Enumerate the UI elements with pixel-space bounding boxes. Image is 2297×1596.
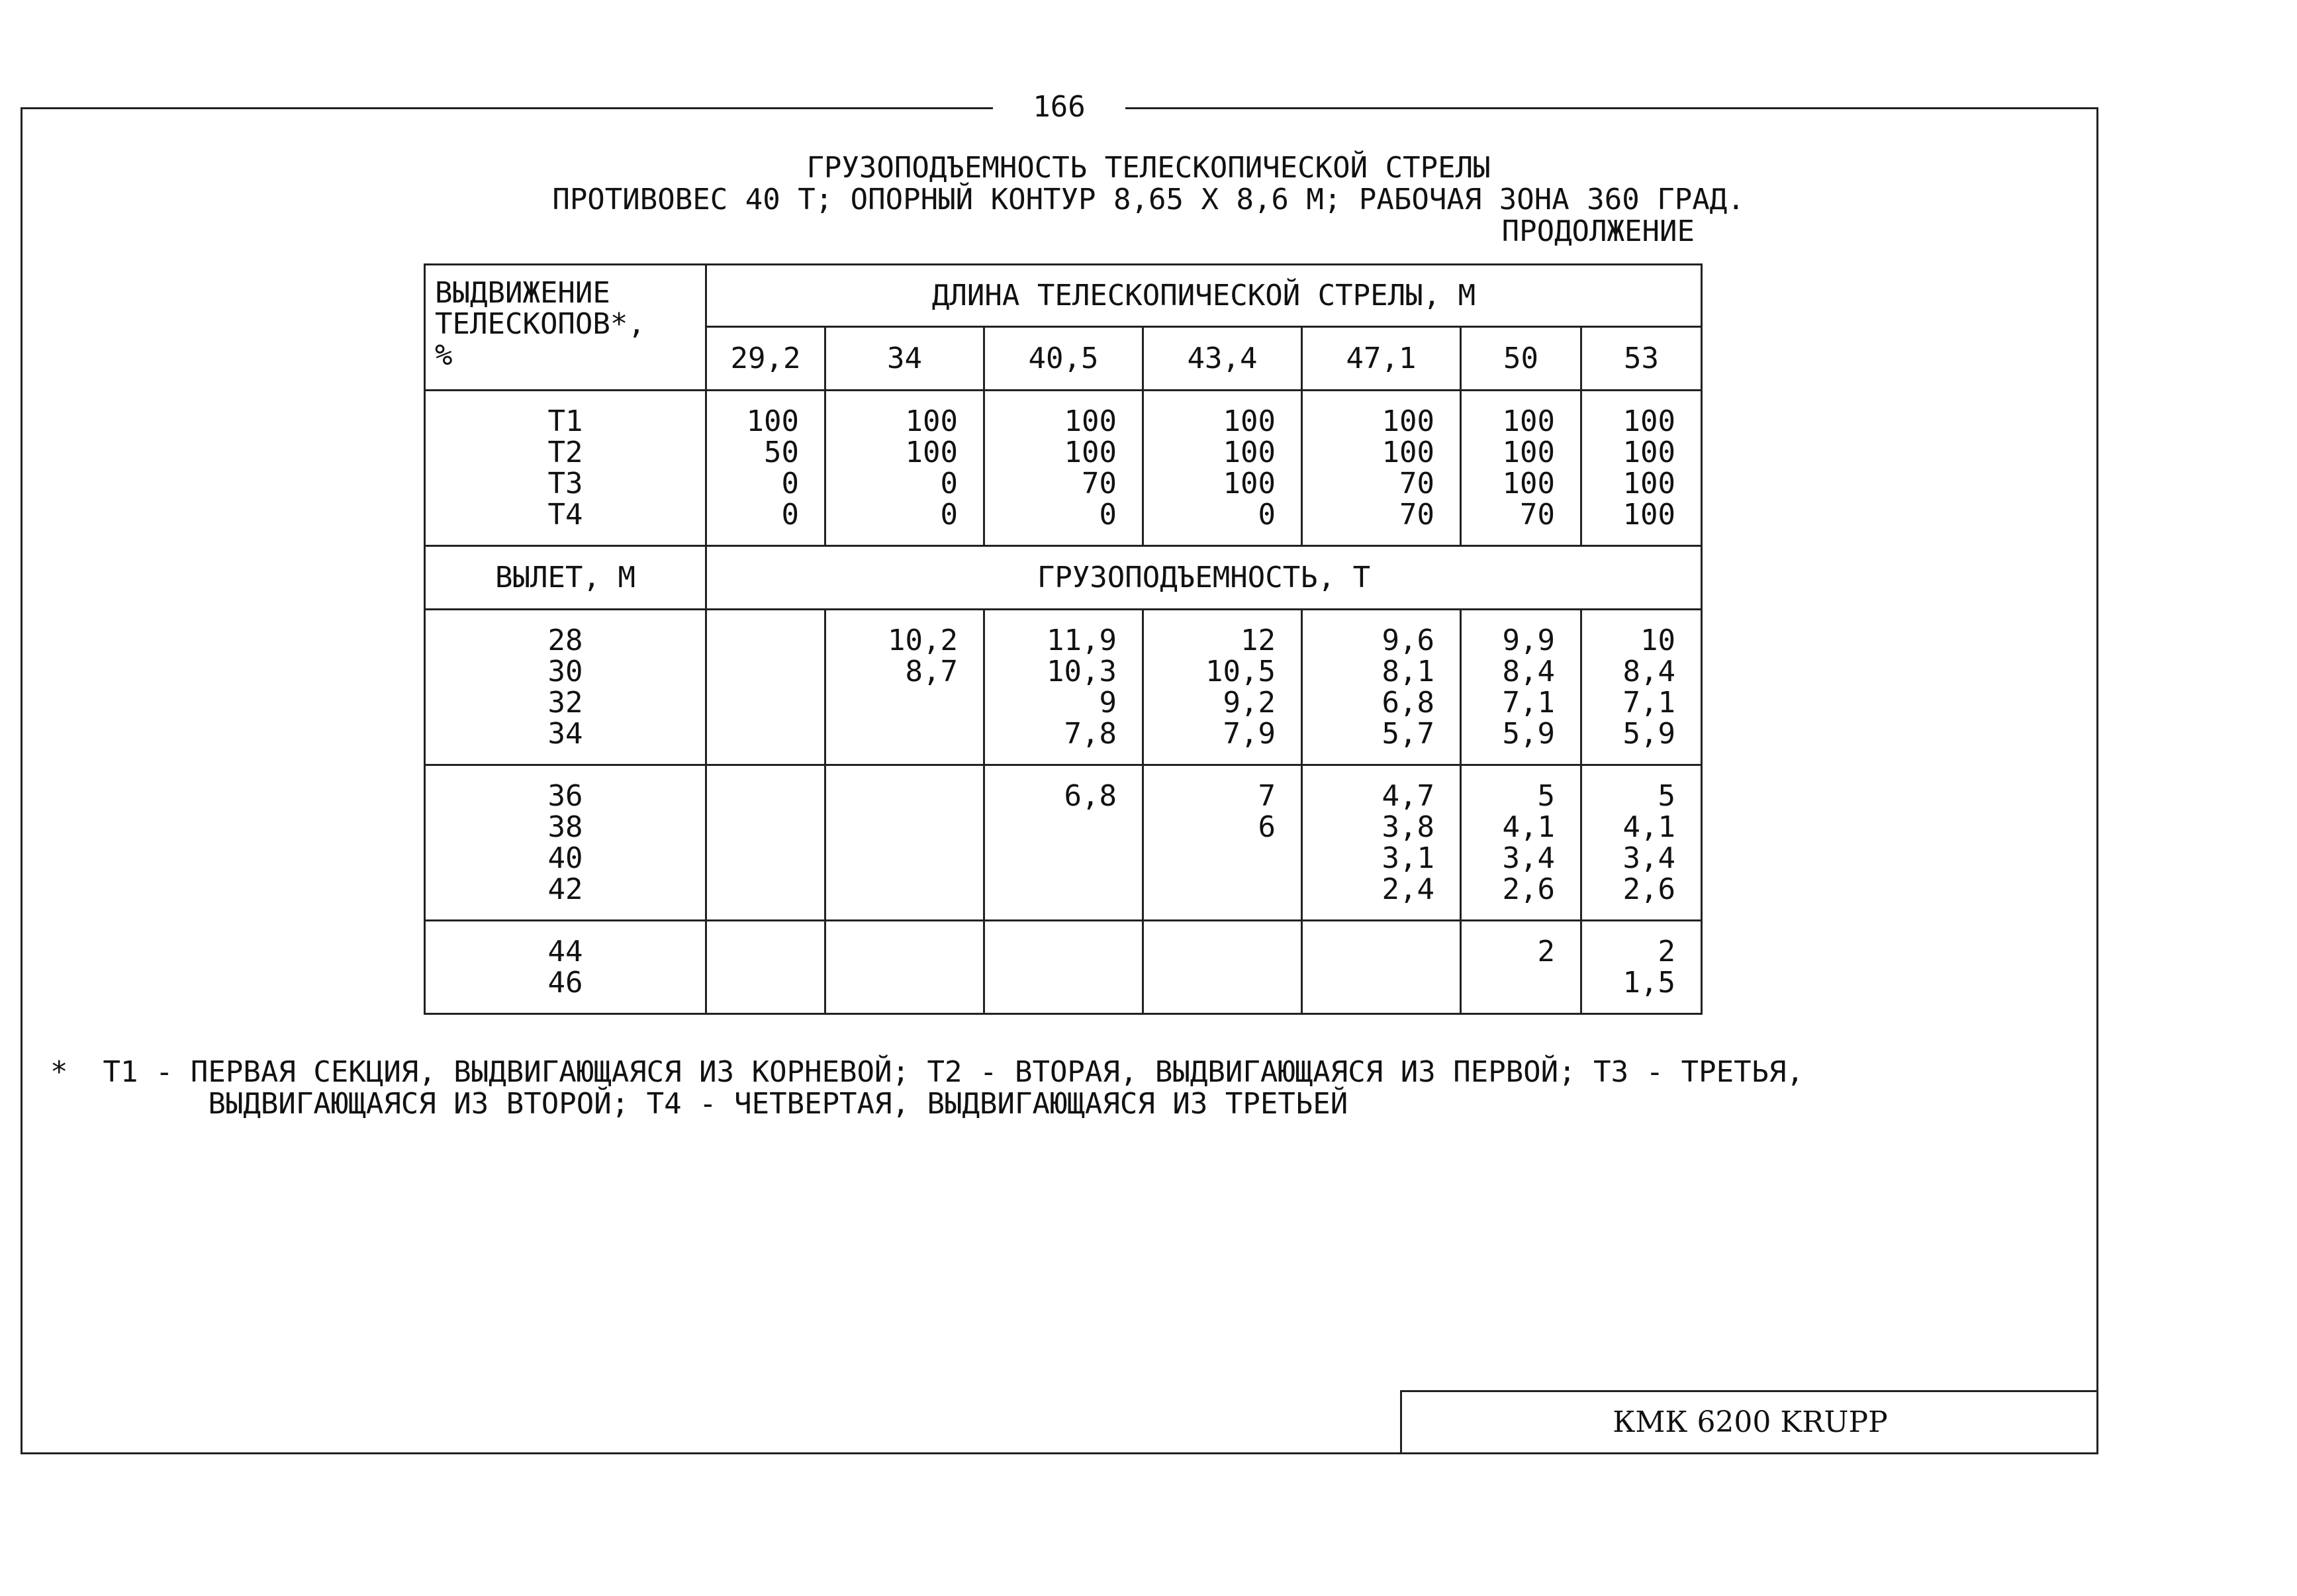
table-value: 7 [1258, 779, 1276, 813]
table-value: 100 [1064, 404, 1117, 438]
table-value: 8,7 [905, 655, 958, 688]
boom-length-cell: 34 [825, 327, 984, 391]
table-value: 8,1 [1382, 655, 1434, 688]
radius-cell [425, 921, 706, 1014]
table-value: 100 [905, 404, 958, 438]
radius-cell [425, 610, 706, 765]
table-value: 3,8 [1382, 810, 1434, 844]
capacity-cell [1143, 610, 1302, 765]
telescope-values-cell [984, 391, 1143, 546]
table-value [985, 843, 1117, 874]
table-value: 0 [1099, 498, 1117, 532]
table-value: 8,4 [1502, 655, 1555, 688]
table-value: 50 [764, 436, 799, 469]
capacity-cell [1302, 610, 1461, 765]
table-value: 10 [1640, 624, 1675, 657]
capacity-block [425, 610, 1702, 765]
capacity-cell [1461, 610, 1581, 765]
table-value: 2,6 [1622, 872, 1675, 906]
table-value: 100 [1223, 436, 1276, 469]
table-value: 70 [1520, 498, 1555, 532]
table-value: 6,8 [1064, 779, 1117, 813]
continuation-label: ПРОДОЛЖЕНИЕ [1501, 214, 1695, 248]
table-value [826, 936, 958, 967]
table-value: 0 [1258, 498, 1276, 532]
capacity-block [425, 921, 1702, 1014]
table-value [826, 718, 958, 749]
capacity-cell [1581, 610, 1702, 765]
table-value [1462, 967, 1555, 998]
capacity-cell [706, 610, 825, 765]
table-value: 34 [547, 717, 583, 751]
capacity-cell [984, 921, 1143, 1014]
table-value: 100 [905, 436, 958, 469]
table-value: 7,1 [1502, 686, 1555, 720]
boom-length-header: ДЛИНА ТЕЛЕСКОПИЧЕСКОЙ СТРЕЛЫ, М [706, 265, 1702, 327]
page-number: 166 [993, 87, 1125, 127]
table-value [1303, 936, 1434, 967]
table-value: 1,5 [1622, 966, 1675, 1000]
table-value: 5,9 [1502, 717, 1555, 751]
corner-header-line: ТЕЛЕСКОПОВ*, [435, 307, 645, 341]
table-value: Т4 [547, 498, 583, 532]
table-value [985, 812, 1117, 843]
table-value: 36 [547, 779, 583, 813]
table-value [1144, 843, 1276, 874]
table-value [826, 780, 958, 812]
table-value: 70 [1399, 467, 1434, 500]
table-value: 100 [1502, 436, 1555, 469]
table-value: 7,1 [1622, 686, 1675, 720]
title-block-stamp: КМК 6200 KRUPP [1400, 1390, 2098, 1454]
table-value [985, 936, 1117, 967]
table-value [707, 687, 799, 718]
footnote [50, 1056, 1804, 1120]
table-value: 42 [547, 872, 583, 906]
table-value: 46 [547, 966, 583, 1000]
table-value: 7,8 [1064, 717, 1117, 751]
table-value: 100 [1622, 467, 1675, 500]
table-value: 100 [1223, 404, 1276, 438]
capacity-cell [825, 765, 984, 921]
table-value: 0 [781, 467, 799, 500]
capacity-cell [1581, 921, 1702, 1014]
footnote-line: * Т1 - ПЕРВАЯ СЕКЦИЯ, ВЫДВИГАЮЩАЯСЯ ИЗ КОРНЕВОЙ; Т2 - ВТОРАЯ, ВЫДВИГАЮЩАЯСЯ ИЗ ПЕРВОЙ; Т3 - ТРЕТЬЯ, [50, 1055, 1805, 1089]
table-value: Т2 [547, 436, 583, 469]
table-value [1144, 967, 1276, 998]
table-value: 0 [940, 467, 958, 500]
table-value: 0 [940, 498, 958, 532]
boom-length-cell: 50 [1461, 327, 1581, 391]
table-value: 3,4 [1622, 841, 1675, 875]
table-value [707, 656, 799, 687]
table-value: 9 [1099, 686, 1117, 720]
telescope-values-cell [1581, 391, 1702, 546]
table-value [826, 843, 958, 874]
radius-cell [425, 765, 706, 921]
table-value [707, 625, 799, 656]
telescope-extension-header [425, 265, 706, 391]
table-value [707, 874, 799, 905]
table-value [707, 812, 799, 843]
table-value: 100 [746, 404, 799, 438]
table-value: 8,4 [1622, 655, 1675, 688]
table-value: 6 [1258, 810, 1276, 844]
capacity-cell [1461, 765, 1581, 921]
table-value: 100 [1223, 467, 1276, 500]
telescope-values-cell [1302, 391, 1461, 546]
table-value [826, 874, 958, 905]
table-value: 70 [1082, 467, 1117, 500]
table-value [1144, 874, 1276, 905]
table-value: 44 [547, 935, 583, 968]
telescope-values-cell [706, 391, 825, 546]
table-value: 9,6 [1382, 624, 1434, 657]
boom-length-cell: 53 [1581, 327, 1702, 391]
table-value: 100 [1622, 498, 1675, 532]
capacity-cell [825, 921, 984, 1014]
table-value [826, 812, 958, 843]
table-value: 100 [1502, 467, 1555, 500]
document-title: ГРУЗОПОДЪЕМНОСТЬ ТЕЛЕСКОПИЧЕСКОЙ СТРЕЛЫ [806, 151, 1491, 185]
telescope-values-cell [825, 391, 984, 546]
table-value: 2 [1658, 935, 1675, 968]
table-value: 0 [781, 498, 799, 532]
boom-length-cell: 43,4 [1143, 327, 1302, 391]
table-value [707, 780, 799, 812]
table-value [1144, 936, 1276, 967]
table-value: Т1 [547, 404, 583, 438]
table-value: 2 [1537, 935, 1555, 968]
table-value: 100 [1382, 436, 1434, 469]
capacity-cell [706, 765, 825, 921]
table-value: 32 [547, 686, 583, 720]
capacity-block [425, 765, 1702, 921]
boom-length-cell: 40,5 [984, 327, 1143, 391]
capacity-cell [1302, 921, 1461, 1014]
table-value: 4,1 [1622, 810, 1675, 844]
capacity-cell [825, 610, 984, 765]
table-value [707, 718, 799, 749]
corner-header-line: % [435, 338, 453, 372]
telescope-values-cell [1143, 391, 1302, 546]
table-value: 5,9 [1622, 717, 1675, 751]
table-value: 6,8 [1382, 686, 1434, 720]
boom-length-cell: 47,1 [1302, 327, 1461, 391]
table-value: 100 [1622, 436, 1675, 469]
table-value [826, 967, 958, 998]
table-value: 10,3 [1047, 655, 1117, 688]
table-value: Т3 [547, 467, 583, 500]
table-value: 4,7 [1382, 779, 1434, 813]
footnote-line: ВЫДВИГАЮЩАЯСЯ ИЗ ВТОРОЙ; Т4 - ЧЕТВЕРТАЯ, ВЫДВИГАЮЩАЯСЯ ИЗ ТРЕТЬЕЙ [50, 1087, 1348, 1121]
capacity-cell [1143, 765, 1302, 921]
table-value: 38 [547, 810, 583, 844]
table-value: 4,1 [1502, 810, 1555, 844]
table-value: 5 [1658, 779, 1675, 813]
table-value: 2,6 [1502, 872, 1555, 906]
radius-header: ВЫЛЕТ, М [425, 546, 706, 610]
table-value: 10,2 [888, 624, 958, 657]
table-value: 2,4 [1382, 872, 1434, 906]
capacity-cell [1143, 921, 1302, 1014]
capacity-cell [1302, 765, 1461, 921]
load-capacity-table [424, 263, 1703, 1015]
capacity-cell [984, 765, 1143, 921]
table-value: 3,4 [1502, 841, 1555, 875]
table-value [985, 874, 1117, 905]
boom-length-cell: 29,2 [706, 327, 825, 391]
table-value [707, 967, 799, 998]
capacity-cell [984, 610, 1143, 765]
table-value: 100 [1622, 404, 1675, 438]
table-value: 28 [547, 624, 583, 657]
capacity-header: ГРУЗОПОДЪЕМНОСТЬ, Т [706, 546, 1702, 610]
table-value: 3,1 [1382, 841, 1434, 875]
table-value [1303, 967, 1434, 998]
table-value [707, 936, 799, 967]
table-value: 5 [1537, 779, 1555, 813]
table-value [826, 687, 958, 718]
table-value: 100 [1064, 436, 1117, 469]
table-value: 40 [547, 841, 583, 875]
document-subtitle: ПРОТИВОВЕС 40 Т; ОПОРНЫЙ КОНТУР 8,65 Х 8,6 М; РАБОЧАЯ ЗОНА 360 ГРАД. [552, 183, 1745, 216]
table-value: 7,9 [1223, 717, 1276, 751]
telescope-values-cell [1461, 391, 1581, 546]
table-value: 10,5 [1205, 655, 1276, 688]
table-value [707, 843, 799, 874]
telescope-row [425, 391, 1702, 546]
corner-header-line: ВЫДВИЖЕНИЕ [435, 276, 610, 310]
table-value: 12 [1241, 624, 1276, 657]
table-value: 70 [1399, 498, 1434, 532]
table-value: 9,9 [1502, 624, 1555, 657]
capacity-cell [706, 921, 825, 1014]
table-value: 5,7 [1382, 717, 1434, 751]
table-value: 30 [547, 655, 583, 688]
table-value [985, 967, 1117, 998]
table-value: 100 [1502, 404, 1555, 438]
table-value: 11,9 [1047, 624, 1117, 657]
table-value: 9,2 [1223, 686, 1276, 720]
capacity-cell [1581, 765, 1702, 921]
table-value: 100 [1382, 404, 1434, 438]
capacity-cell [1461, 921, 1581, 1014]
telescope-labels-cell [425, 391, 706, 546]
